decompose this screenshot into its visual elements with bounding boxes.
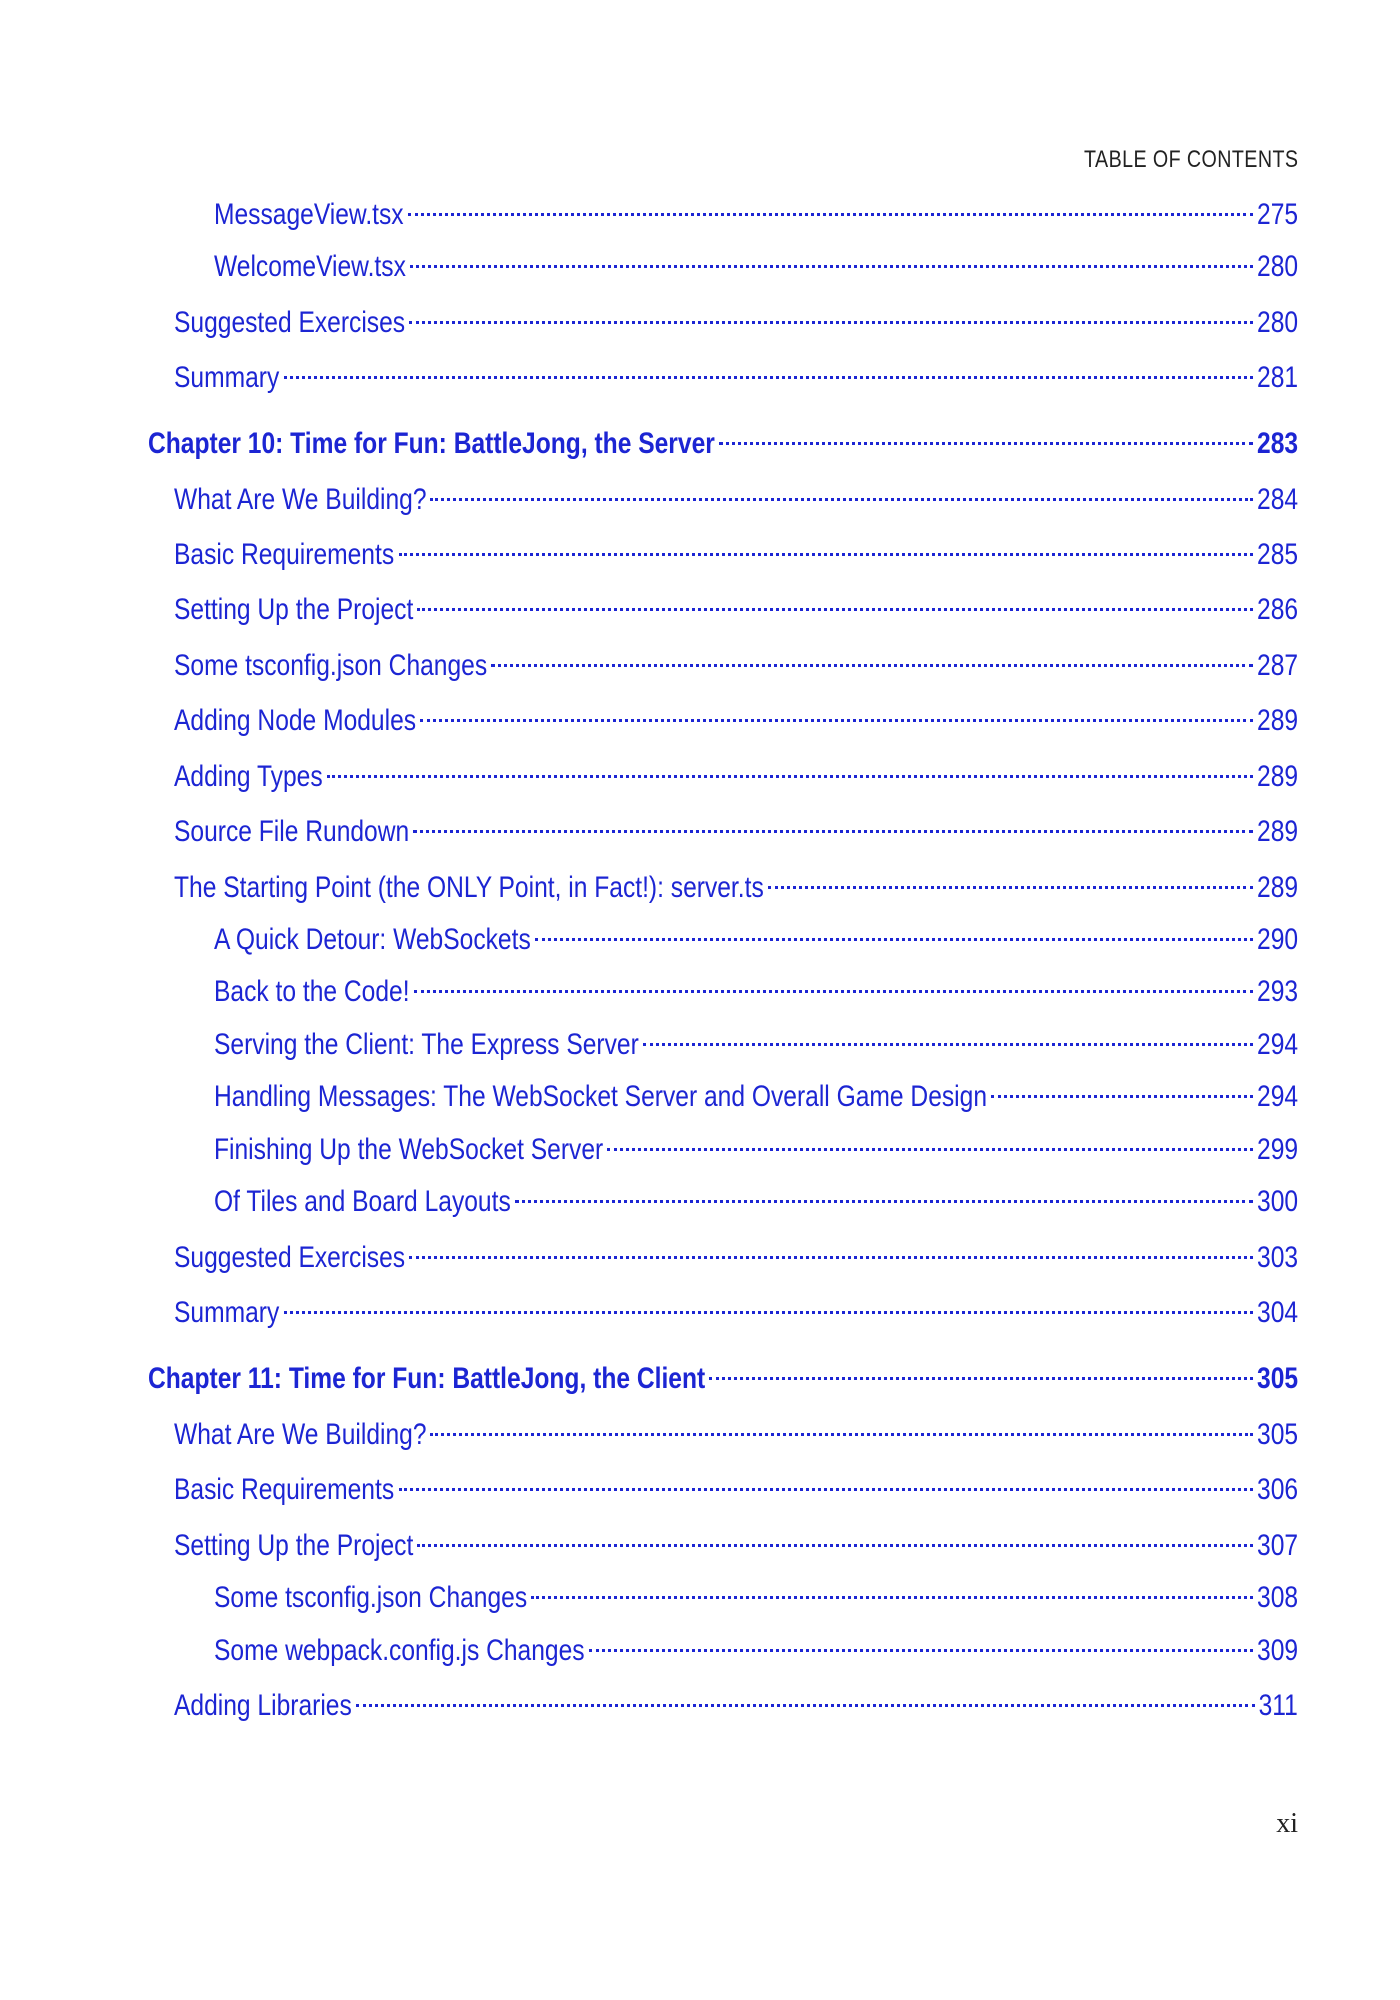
toc-entry[interactable] — [0, 1408, 1298, 1453]
dot-leader — [643, 1018, 1253, 1054]
dot-leader — [768, 861, 1253, 897]
toc-entry[interactable] — [0, 528, 1298, 573]
toc-entry[interactable] — [0, 1463, 1298, 1508]
dot-leader — [409, 296, 1253, 332]
toc-entry-page-number: 280 — [1256, 306, 1298, 339]
toc-entry[interactable] — [0, 1571, 1298, 1616]
toc-entry-page-number: 283 — [1256, 427, 1298, 460]
toc-entry-title: Some tsconfig.json Changes — [214, 1581, 528, 1614]
dot-leader — [535, 913, 1253, 949]
toc-entry-page-number: 308 — [1256, 1581, 1298, 1614]
toc-entry-title: WelcomeView.tsx — [214, 250, 406, 283]
toc-entry-page-number: 289 — [1256, 815, 1298, 848]
toc-entry-title: Serving the Client: The Express Server — [214, 1028, 639, 1061]
toc-entry[interactable] — [0, 750, 1298, 795]
toc-entry-page-number: 306 — [1256, 1473, 1298, 1506]
toc-entry-title: Adding Types — [174, 760, 323, 793]
toc-entry-page-number: 307 — [1256, 1529, 1298, 1562]
toc-entry[interactable] — [0, 583, 1298, 628]
toc-entry[interactable] — [0, 1679, 1298, 1724]
page-number: xi — [1276, 1808, 1298, 1839]
toc-entry-page-number: 311 — [1258, 1689, 1298, 1722]
dot-leader — [409, 1231, 1253, 1267]
toc-entry[interactable] — [0, 240, 1298, 285]
toc-entry[interactable] — [0, 805, 1298, 850]
toc-entry-page-number: 275 — [1256, 198, 1298, 231]
toc-entry-title: Adding Libraries — [174, 1689, 352, 1722]
dot-leader — [399, 1463, 1253, 1499]
toc-entry[interactable] — [0, 1175, 1298, 1220]
toc-entry[interactable] — [0, 694, 1298, 739]
toc-entry-title: Back to the Code! — [214, 975, 410, 1008]
running-header: TABLE OF CONTENTS — [1083, 146, 1298, 173]
toc-entry[interactable] — [0, 1286, 1298, 1331]
toc-entry-title: Chapter 11: Time for Fun: BattleJong, the Client — [148, 1362, 706, 1395]
dot-leader — [284, 351, 1253, 387]
toc-entry[interactable] — [0, 639, 1298, 684]
toc-entry-page-number: 305 — [1256, 1362, 1298, 1395]
toc-entry-page-number: 294 — [1256, 1080, 1298, 1113]
toc-entry-title: Basic Requirements — [174, 1473, 395, 1506]
toc-entry-page-number: 287 — [1256, 649, 1298, 682]
toc-entry[interactable] — [0, 296, 1298, 341]
toc-entry-title: Source File Rundown — [174, 815, 410, 848]
toc-entry-title: Finishing Up the WebSocket Server — [214, 1133, 604, 1166]
toc-entry-page-number: 304 — [1256, 1296, 1298, 1329]
toc-entry[interactable] — [0, 473, 1298, 518]
toc-entry-page-number: 289 — [1256, 704, 1298, 737]
toc-entry-title: Some tsconfig.json Changes — [174, 649, 488, 682]
toc-entry-page-number: 280 — [1256, 250, 1298, 283]
toc-entry-page-number: 286 — [1256, 593, 1298, 626]
toc-entry[interactable] — [0, 1070, 1298, 1115]
toc-entry-title: Some webpack.config.js Changes — [214, 1634, 585, 1667]
toc-entry-title: A Quick Detour: WebSockets — [214, 923, 531, 956]
toc-chapter-entry[interactable] — [0, 417, 1298, 462]
toc-entry-page-number: 305 — [1256, 1418, 1298, 1451]
dot-leader — [410, 240, 1253, 276]
toc-entry-title: MessageView.tsx — [214, 198, 404, 231]
toc-entry-page-number: 309 — [1256, 1634, 1298, 1667]
dot-leader — [420, 694, 1253, 730]
toc-entry[interactable] — [0, 913, 1298, 958]
dot-leader — [356, 1679, 1255, 1715]
dot-leader — [719, 417, 1253, 453]
toc-entry-title: Summary — [174, 361, 280, 394]
toc-entry-page-number: 300 — [1256, 1185, 1298, 1218]
toc-entry-page-number: 284 — [1256, 483, 1298, 516]
dot-leader — [417, 583, 1253, 619]
toc-entry-page-number: 299 — [1256, 1133, 1298, 1166]
dot-leader — [430, 473, 1252, 509]
toc-entry-title: Summary — [174, 1296, 280, 1329]
dot-leader — [284, 1286, 1253, 1322]
dot-leader — [491, 639, 1253, 675]
dot-leader — [607, 1123, 1253, 1159]
dot-leader — [515, 1175, 1253, 1211]
toc-entry[interactable] — [0, 1624, 1298, 1669]
toc-entry-title: Setting Up the Project — [174, 1529, 414, 1562]
dot-leader — [413, 805, 1253, 841]
dot-leader — [991, 1070, 1253, 1106]
dot-leader — [414, 965, 1253, 1001]
dot-leader — [417, 1519, 1253, 1555]
toc-entry[interactable] — [0, 1519, 1298, 1564]
toc-entry-page-number: 281 — [1256, 361, 1298, 394]
toc-entry-page-number: 285 — [1256, 538, 1298, 571]
dot-leader — [327, 750, 1253, 786]
dot-leader — [408, 188, 1253, 224]
toc-entry-page-number: 294 — [1256, 1028, 1298, 1061]
toc-entry-page-number: 289 — [1256, 871, 1298, 904]
toc-entry[interactable] — [0, 965, 1298, 1010]
toc-entry-title: What Are We Building? — [174, 483, 427, 516]
toc-entry-page-number: 290 — [1256, 923, 1298, 956]
dot-leader — [589, 1624, 1253, 1660]
toc-entry[interactable] — [0, 188, 1298, 233]
toc-entry-title: Handling Messages: The WebSocket Server and Overall Game Design — [214, 1080, 988, 1113]
toc-entry-title: Suggested Exercises — [174, 1241, 406, 1274]
toc-entry[interactable] — [0, 1231, 1298, 1276]
toc-entry-title: Of Tiles and Board Layouts — [214, 1185, 511, 1218]
toc-chapter-entry[interactable] — [0, 1352, 1298, 1397]
toc-entry-title: Suggested Exercises — [174, 306, 406, 339]
toc-entry-page-number: 303 — [1256, 1241, 1298, 1274]
toc-entry-title: Basic Requirements — [174, 538, 395, 571]
toc-entry-page-number: 293 — [1256, 975, 1298, 1008]
toc-entry-title: What Are We Building? — [174, 1418, 427, 1451]
toc-entry[interactable] — [0, 1123, 1298, 1168]
toc-entry-title: The Starting Point (the ONLY Point, in Fact!): server.ts — [174, 871, 764, 904]
dot-leader — [709, 1352, 1253, 1388]
dot-leader — [399, 528, 1253, 564]
dot-leader — [430, 1408, 1252, 1444]
dot-leader — [531, 1571, 1253, 1607]
toc-entry-title: Chapter 10: Time for Fun: BattleJong, the Server — [148, 427, 715, 460]
toc-entry[interactable] — [0, 351, 1298, 396]
toc-entry-title: Setting Up the Project — [174, 593, 414, 626]
toc-entry-title: Adding Node Modules — [174, 704, 417, 737]
toc-entry-page-number: 289 — [1256, 760, 1298, 793]
toc-entry[interactable] — [0, 861, 1298, 906]
toc-entry[interactable] — [0, 1018, 1298, 1063]
